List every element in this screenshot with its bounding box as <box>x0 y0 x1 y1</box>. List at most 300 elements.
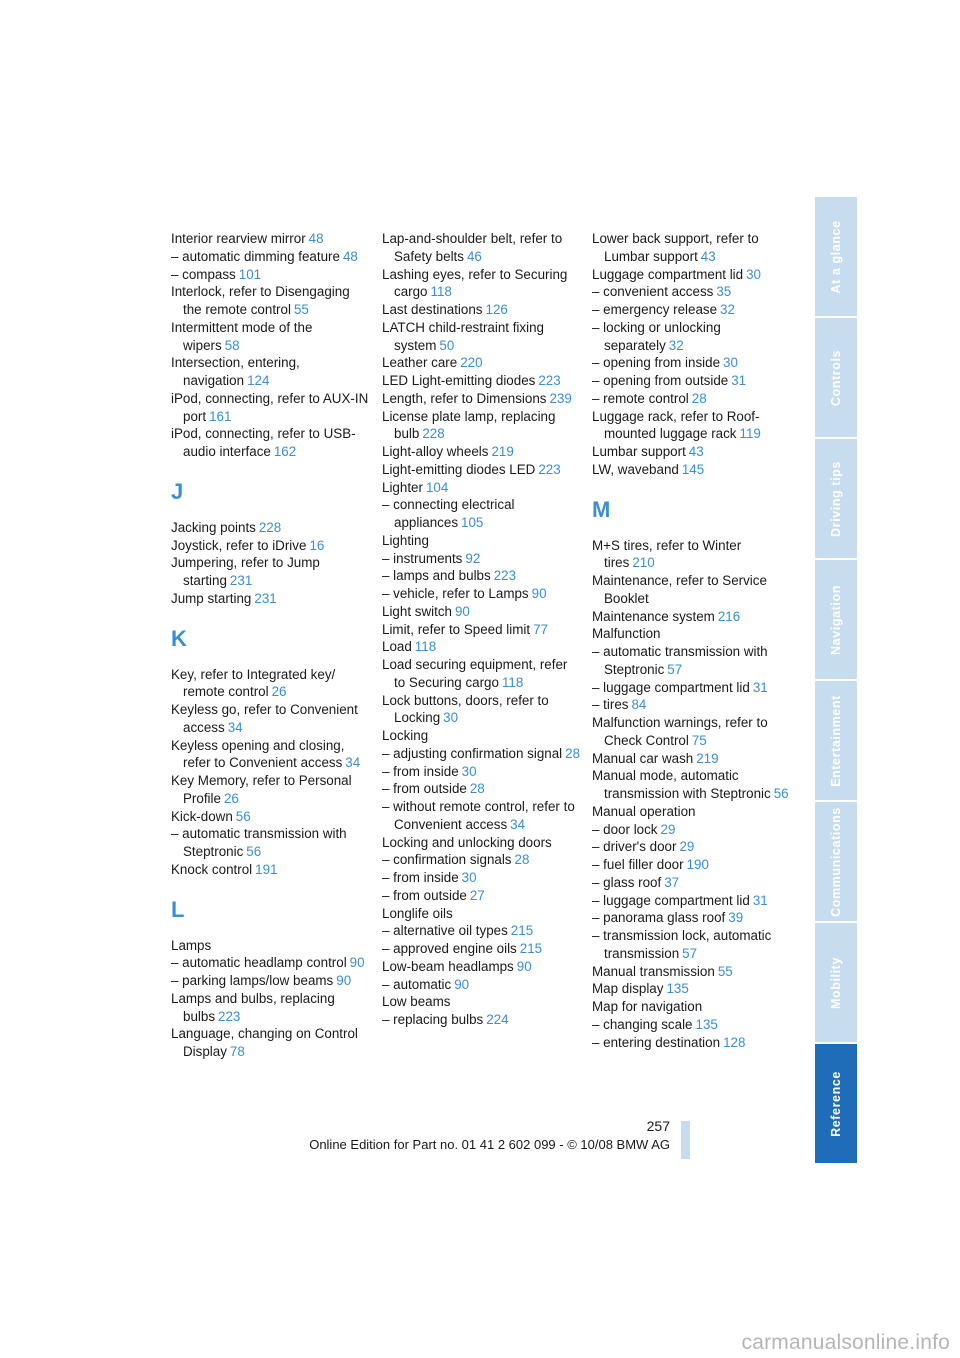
index-page-link[interactable]: 210 <box>632 555 655 571</box>
section-tab-label: Driving tips <box>829 460 843 537</box>
index-page-link[interactable]: 50 <box>439 337 455 353</box>
watermark: carmanualsonline.info <box>741 1331 950 1354</box>
index-entry-text: – automatic <box>382 976 452 992</box>
index-entry <box>592 408 792 444</box>
index-page-link[interactable]: 223 <box>538 461 561 477</box>
index-page-link[interactable]: 219 <box>491 444 514 459</box>
index-page-link[interactable]: 161 <box>209 408 232 424</box>
index-entry-text: Key, refer to Integrated key/ remote control <box>171 666 336 700</box>
index-entry <box>382 798 582 834</box>
index-entry-text: Jumpering, refer to Jump starting <box>171 555 320 588</box>
index-page-link[interactable]: 135 <box>695 1016 718 1032</box>
index-page-link[interactable]: 90 <box>454 603 470 619</box>
index-entry <box>382 780 582 798</box>
page-number: 257 <box>646 1118 670 1134</box>
index-page-link[interactable]: 92 <box>465 550 481 566</box>
index-entry <box>382 372 582 390</box>
index-entry-text: Luggage rack, refer to Roof-mounted luggage rack <box>592 408 760 442</box>
index-entry <box>592 696 792 714</box>
index-page-link[interactable]: 219 <box>696 750 719 766</box>
index-page-link[interactable]: 57 <box>682 945 698 961</box>
index-entry <box>171 519 371 537</box>
section-tab[interactable] <box>815 560 857 679</box>
index-entry-text: Kick-down <box>171 808 233 824</box>
index-entry-text: Intermittent mode of the wipers <box>171 319 313 353</box>
index-page-link[interactable]: 223 <box>538 373 561 388</box>
index-letter-heading: J <box>171 478 184 504</box>
index-page-link[interactable]: 26 <box>223 790 239 806</box>
index-entry <box>382 851 582 869</box>
index-entry <box>592 803 792 821</box>
index-column-2 <box>382 230 582 1029</box>
index-page-link[interactable]: 228 <box>422 426 445 442</box>
index-page-link[interactable]: 28 <box>565 745 581 761</box>
index-entry <box>171 590 371 608</box>
index-entry-text: – opening from inside <box>592 355 721 371</box>
index-entry-text: – fuel filler door <box>592 857 684 872</box>
index-entry-text: – from inside <box>382 763 459 779</box>
index-entry-text: – glass roof <box>592 874 662 890</box>
index-page-link[interactable]: 223 <box>493 568 517 584</box>
index-entry-text: Last destinations <box>382 302 483 317</box>
index-entry <box>171 537 371 555</box>
index-page-link[interactable]: 32 <box>720 302 735 317</box>
index-entry-text: Joystick, refer to iDrive <box>171 537 307 553</box>
index-entry-text: Lighter <box>382 479 423 495</box>
index-entry <box>592 1034 792 1052</box>
index-page-link[interactable]: 55 <box>293 302 309 317</box>
index-page-link[interactable]: 32 <box>668 337 684 353</box>
index-page-link[interactable]: 128 <box>723 1034 746 1050</box>
index-page-link[interactable]: 29 <box>679 839 695 855</box>
index-entry <box>382 621 582 639</box>
index-entry <box>592 998 792 1016</box>
index-entry-text: – automatic headlamp control <box>171 955 347 971</box>
section-tab-label: At a glance <box>829 219 843 294</box>
index-entry <box>171 772 371 808</box>
index-entry-text: Length, refer to Dimensions <box>382 390 547 406</box>
index-entry-text: – luggage compartment lid <box>592 679 750 695</box>
index-entry-text: Load securing equipment, refer to Securing cargo <box>382 657 568 690</box>
index-entry-text: – remote control <box>592 390 689 406</box>
index-entry <box>382 496 582 532</box>
index-entry-text: – confirmation signals <box>382 852 512 868</box>
index-entry <box>171 937 371 955</box>
index-entry-text: – panorama glass roof <box>592 910 726 926</box>
index-entry <box>171 954 371 972</box>
index-entry <box>382 692 582 728</box>
index-page-link[interactable]: 215 <box>519 941 543 956</box>
index-entry <box>171 425 371 461</box>
index-page-link[interactable]: 215 <box>510 923 534 939</box>
index-entry <box>592 927 792 963</box>
index-page-link[interactable]: 77 <box>533 621 549 637</box>
footer-edition-text: Online Edition for Part no. 01 41 2 602 099 - © 10/08 BMW AG <box>309 1137 670 1152</box>
section-tab-label: Controls <box>829 349 843 406</box>
index-entry-text: Light-emitting diodes LED <box>382 461 536 477</box>
index-entry-text: Maintenance system <box>592 608 715 624</box>
index-entry-text: Key Memory, refer to Personal Profile <box>171 773 352 806</box>
index-entry <box>171 283 371 319</box>
index-page-link[interactable]: 118 <box>414 639 437 655</box>
index-entry <box>382 834 582 852</box>
index-entry-text: – approved engine oils <box>382 941 517 956</box>
index-page-link[interactable]: 84 <box>631 697 647 713</box>
index-entry <box>171 990 371 1026</box>
index-entry <box>592 874 792 892</box>
index-entry <box>592 767 792 803</box>
index-entry <box>592 608 792 626</box>
index-entry-text: – opening from outside <box>592 373 729 388</box>
index-letter-heading: M <box>592 496 611 522</box>
index-entry-text: LED Light-emitting diodes <box>382 373 536 388</box>
index-entry-text: Interior rearview mirror <box>171 231 306 246</box>
index-page-link[interactable]: 224 <box>486 1012 509 1027</box>
index-entry-text: Malfunction <box>592 626 661 642</box>
index-page-link[interactable]: 190 <box>686 857 709 872</box>
index-entry-text: Manual mode, automatic transmission with Steptronic <box>592 768 771 801</box>
index-page-link[interactable]: 231 <box>254 590 277 606</box>
index-entry-text: Interlock, refer to Disengaging the remote control <box>171 284 350 317</box>
index-page-link[interactable]: 30 <box>723 355 738 371</box>
section-tab-label: Navigation <box>829 584 843 655</box>
index-page-link[interactable]: 34 <box>345 755 361 771</box>
index-entry <box>382 603 582 621</box>
index-page-link[interactable]: 57 <box>667 661 683 677</box>
index-entry-text: – transmission lock, automatic transmission <box>592 928 772 961</box>
index-entry-text: – emergency release <box>592 302 718 317</box>
index-entry-text: Light-alloy wheels <box>382 444 489 459</box>
index-page-link[interactable]: 26 <box>271 684 287 700</box>
index-page-link[interactable]: 31 <box>752 679 768 695</box>
index-page-link[interactable]: 46 <box>466 248 482 264</box>
index-entry <box>592 1016 792 1034</box>
index-page-link[interactable]: 55 <box>717 963 733 979</box>
index-page-link[interactable]: 191 <box>255 861 278 877</box>
index-entry-text: Keyless opening and closing, refer to Convenient access <box>171 737 345 771</box>
index-entry <box>382 638 582 656</box>
index-entry <box>592 963 792 981</box>
index-entry <box>382 461 582 479</box>
index-entry-text: Locking <box>382 728 429 743</box>
index-entry <box>382 869 582 887</box>
index-page-link[interactable]: 124 <box>247 373 270 388</box>
index-entry-text: Manual car wash <box>592 750 694 766</box>
index-entry-text: Jump starting <box>171 590 252 606</box>
index-page-link[interactable]: 30 <box>443 710 459 726</box>
index-entry <box>382 727 582 745</box>
index-page-link[interactable]: 56 <box>773 786 789 801</box>
section-tab[interactable] <box>815 1044 857 1163</box>
index-entry <box>592 750 792 768</box>
index-entry <box>171 737 371 773</box>
index-page-link[interactable]: 31 <box>752 892 768 908</box>
index-page-link[interactable]: 28 <box>514 852 530 868</box>
index-entry-text: Lamps and bulbs, replacing bulbs <box>171 990 335 1024</box>
section-tab[interactable] <box>815 197 857 316</box>
index-entry-text: – from outside <box>382 781 467 797</box>
index-entry-text: Lamps <box>171 937 212 953</box>
index-entry-text: – without remote control, refer to Convenient access <box>382 799 575 832</box>
index-entry <box>592 443 792 461</box>
index-entry <box>171 554 371 590</box>
index-entry-text: Lashing eyes, refer to Securing cargo <box>382 266 568 300</box>
index-entry <box>382 408 582 444</box>
index-entry-text: – from inside <box>382 870 459 885</box>
index-entry-text: Jacking points <box>171 519 256 535</box>
index-entry <box>171 390 371 426</box>
index-page-link[interactable]: 90 <box>336 973 352 988</box>
index-page-link[interactable]: 35 <box>716 284 732 300</box>
index-entry <box>592 909 792 927</box>
index-page-link[interactable]: 162 <box>273 444 297 459</box>
index-entry <box>382 301 582 319</box>
index-page-link[interactable]: 239 <box>549 390 572 406</box>
index-entry-text: Leather care <box>382 355 458 371</box>
index-entry-text: Manual operation <box>592 803 696 819</box>
index-entry <box>382 390 582 408</box>
index-page-link[interactable]: 104 <box>425 479 449 495</box>
index-page-link[interactable]: 216 <box>717 608 741 624</box>
index-entry-text: – lamps and bulbs <box>382 568 491 584</box>
index-entry-text: – adjusting confirmation signal <box>382 745 563 761</box>
index-page-link[interactable]: 16 <box>309 537 325 553</box>
index-entry <box>382 532 582 550</box>
index-page-link[interactable]: 78 <box>229 1044 245 1059</box>
index-column-3 <box>592 230 792 1051</box>
index-entry <box>592 266 792 284</box>
index-page-link[interactable]: 58 <box>224 337 240 353</box>
index-page-link[interactable]: 90 <box>349 955 365 971</box>
index-page-link[interactable]: 90 <box>531 586 547 601</box>
index-page-link[interactable]: 231 <box>229 573 253 588</box>
index-entry <box>382 905 582 923</box>
index-entry-text: Manual transmission <box>592 963 715 979</box>
index-entry <box>171 825 371 861</box>
index-page-link[interactable]: 119 <box>739 426 761 442</box>
index-entry-text: Light switch <box>382 603 452 619</box>
index-entry-text: iPod, connecting, refer to AUX-IN port <box>171 390 369 424</box>
index-entry-text: – vehicle, refer to Lamps <box>382 586 529 601</box>
index-entry <box>382 745 582 763</box>
index-entry <box>592 301 792 319</box>
index-page-link[interactable]: 145 <box>681 461 705 477</box>
index-page-link[interactable]: 39 <box>728 910 744 926</box>
index-entry-text: Longlife oils <box>382 905 453 921</box>
index-page-link[interactable]: 118 <box>430 284 452 300</box>
index-page-link[interactable]: 90 <box>516 958 532 974</box>
index-entry-text: Load <box>382 639 412 655</box>
index-entry <box>592 714 792 750</box>
section-tabs <box>815 197 857 1165</box>
index-entry-text: – door lock <box>592 821 658 837</box>
section-tab[interactable] <box>815 318 857 437</box>
index-entry <box>592 821 792 839</box>
index-entry-text: – driver's door <box>592 839 677 855</box>
index-entry <box>592 537 792 573</box>
index-entry <box>171 808 371 826</box>
footer-accent-bar <box>681 1121 690 1159</box>
index-entry-text: Lap-and-shoulder belt, refer to Safety belts <box>382 231 563 264</box>
index-entry-text: Lock buttons, doors, refer to Locking <box>382 692 549 726</box>
index-page-link[interactable]: 126 <box>485 302 508 317</box>
index-entry <box>592 354 792 372</box>
index-page-link[interactable]: 43 <box>700 248 716 264</box>
index-page-link[interactable]: 48 <box>308 231 324 246</box>
index-entry-text: Keyless go, refer to Convenient access <box>171 702 358 735</box>
index-entry <box>592 230 792 266</box>
index-entry-text: – entering destination <box>592 1034 721 1050</box>
index-entry <box>171 701 371 737</box>
index-entry <box>592 679 792 697</box>
index-entry <box>382 354 582 372</box>
index-letter-heading: K <box>171 625 187 651</box>
index-column-1 <box>171 230 371 1061</box>
section-tab[interactable] <box>815 923 857 1042</box>
index-entry-text: Language, changing on Control Display <box>171 1026 358 1059</box>
index-page-link[interactable]: 48 <box>342 248 358 264</box>
index-entry-text: Limit, refer to Speed limit <box>382 621 531 637</box>
index-entry-text: – locking or unlocking separately <box>592 319 721 353</box>
index-entry-text: Maintenance, refer to Service Booklet <box>592 573 767 606</box>
index-entry <box>171 266 371 284</box>
index-entry <box>171 319 371 355</box>
index-page-link[interactable]: 30 <box>746 266 762 282</box>
index-page-link[interactable]: 34 <box>227 719 243 735</box>
index-page-link[interactable]: 220 <box>460 355 483 371</box>
index-entry <box>171 1025 371 1061</box>
index-entry-text: LATCH child-restraint fixing system <box>382 319 544 353</box>
index-entry <box>382 763 582 781</box>
index-entry <box>382 922 582 940</box>
index-entry <box>382 1011 582 1029</box>
index-entry-text: – automatic transmission with Steptronic <box>171 826 347 859</box>
index-page-link[interactable]: 28 <box>469 781 485 797</box>
index-entry <box>382 319 582 355</box>
index-page-link[interactable]: 37 <box>664 874 680 890</box>
section-tab[interactable] <box>815 681 857 800</box>
index-page-link[interactable]: 101 <box>238 266 262 282</box>
index-entry-text: – alternative oil types <box>382 923 508 939</box>
index-page-link[interactable]: 31 <box>731 373 747 388</box>
index-entry <box>382 550 582 568</box>
index-entry <box>382 266 582 302</box>
index-page-link[interactable]: 43 <box>688 444 704 459</box>
index-entry-text: – from outside <box>382 887 467 903</box>
index-page-link[interactable]: 27 <box>469 887 485 903</box>
index-entry <box>382 887 582 905</box>
index-entry <box>171 230 371 248</box>
index-entry-text: Locking and unlocking doors <box>382 834 552 850</box>
index-letter-heading: L <box>171 896 185 922</box>
index-entry-text: LW, waveband <box>592 461 679 477</box>
index-entry <box>592 838 792 856</box>
index-entry-text: Map for navigation <box>592 999 703 1014</box>
index-page-link[interactable]: 29 <box>660 821 676 837</box>
index-page-link[interactable]: 228 <box>258 519 282 535</box>
index-entry-text: – luggage compartment lid <box>592 892 750 908</box>
section-tab[interactable] <box>815 802 857 921</box>
index-entry <box>592 283 792 301</box>
index-entry-text: Low-beam headlamps <box>382 958 514 974</box>
index-entry-text: – automatic transmission with Steptronic <box>592 644 768 677</box>
index-page-link[interactable]: 28 <box>691 390 707 406</box>
index-entry-text: Luggage compartment lid <box>592 266 744 282</box>
section-tab[interactable] <box>815 439 857 558</box>
index-entry <box>592 625 792 643</box>
index-entry <box>382 479 582 497</box>
index-page-link[interactable]: 30 <box>461 870 477 885</box>
section-tab-label: Reference <box>829 1070 843 1137</box>
index-entry-text: Knock control <box>171 861 253 877</box>
index-page-link[interactable]: 56 <box>246 844 262 859</box>
index-entry <box>592 390 792 408</box>
index-entry <box>171 666 371 702</box>
index-entry <box>171 861 371 879</box>
index-entry <box>382 443 582 461</box>
index-entry-text: – convenient access <box>592 284 714 300</box>
index-entry-text: – replacing bulbs <box>382 1012 484 1027</box>
index-entry-text: License plate lamp, replacing bulb <box>382 408 556 442</box>
index-entry-text: Malfunction warnings, refer to Check Control <box>592 715 768 748</box>
index-entry <box>382 940 582 958</box>
index-entry-text: M+S tires, refer to Winter tires <box>592 537 742 571</box>
index-entry <box>382 567 582 585</box>
index-entry-text: – automatic dimming feature <box>171 248 340 264</box>
index-entry <box>382 958 582 976</box>
index-entry <box>592 572 792 608</box>
index-entry <box>171 248 371 266</box>
section-tab-label: Mobility <box>829 956 843 1009</box>
index-page-link[interactable]: 75 <box>691 732 707 748</box>
index-entry <box>592 643 792 679</box>
index-entry-text: iPod, connecting, refer to USB-audio interface <box>171 426 356 459</box>
index-entry-text: Low beams <box>382 994 451 1010</box>
index-page-link[interactable]: 105 <box>461 515 484 530</box>
index-page-link[interactable]: 34 <box>510 816 526 832</box>
section-tab-label: Entertainment <box>829 694 843 787</box>
index-entry-text: Intersection, entering, navigation <box>171 355 300 388</box>
index-page-link[interactable]: 90 <box>454 976 470 992</box>
section-tab-label: Communications <box>829 806 843 917</box>
index-entry <box>592 980 792 998</box>
index-entry-text: – connecting electrical appliances <box>382 497 515 530</box>
index-entry <box>382 230 582 266</box>
index-entry <box>592 319 792 355</box>
index-page-link[interactable]: 135 <box>666 981 689 997</box>
index-entry <box>592 892 792 910</box>
index-entry-text: Lighting <box>382 532 429 548</box>
index-page-link[interactable]: 223 <box>218 1008 241 1024</box>
index-entry <box>171 972 371 990</box>
index-entry <box>592 461 792 479</box>
index-entry-text: – parking lamps/low beams <box>171 973 334 988</box>
index-page-link[interactable]: 118 <box>501 674 524 690</box>
index-entry <box>382 993 582 1011</box>
index-entry <box>592 372 792 390</box>
index-entry <box>382 656 582 692</box>
index-entry-text: Map display <box>592 981 664 997</box>
index-entry-text: – instruments <box>382 550 463 566</box>
index-page-link[interactable]: 30 <box>461 763 477 779</box>
index-entry-text: – changing scale <box>592 1016 693 1032</box>
index-entry-text: – tires <box>592 697 629 713</box>
index-page-link[interactable]: 56 <box>235 808 251 824</box>
index-entry <box>382 976 582 994</box>
index-entry-text: Lower back support, refer to Lumbar support <box>592 231 759 264</box>
index-entry <box>171 354 371 390</box>
index-entry <box>592 856 792 874</box>
